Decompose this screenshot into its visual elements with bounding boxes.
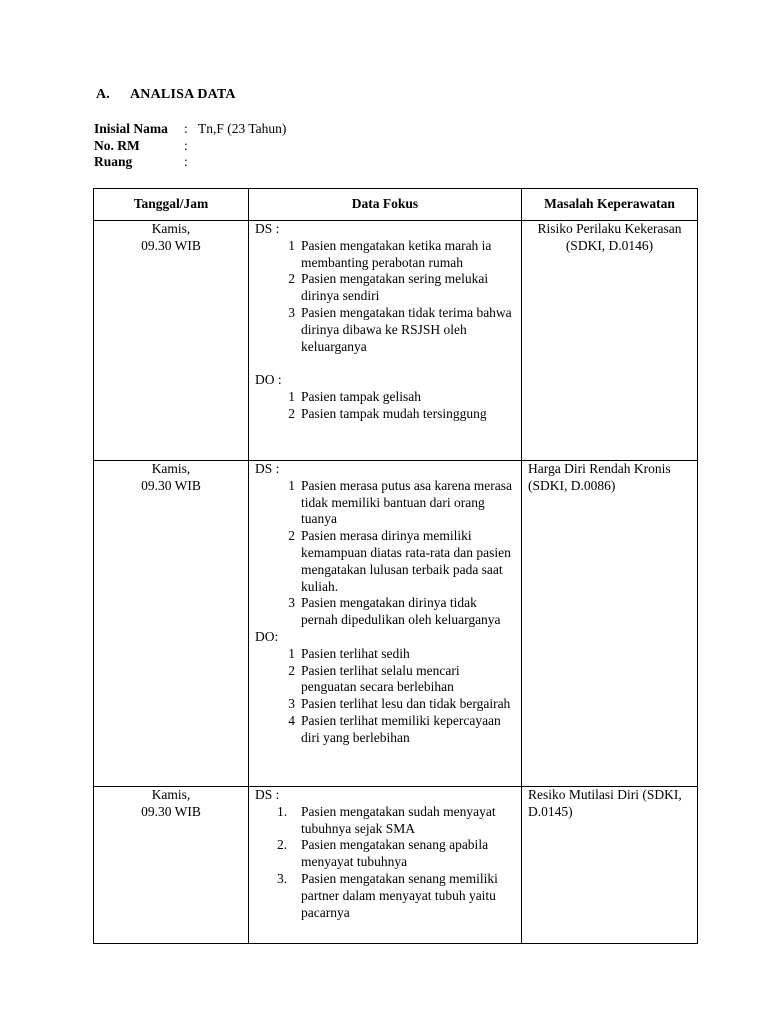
- rm-separator: :: [184, 137, 188, 153]
- item-number: 1: [288, 645, 295, 661]
- table-header-row: [94, 189, 698, 221]
- item-number: 3: [288, 696, 295, 712]
- item-number: 1: [288, 389, 295, 405]
- list-item: [255, 406, 515, 423]
- info-row-room: [94, 154, 286, 171]
- date-time: 09.30 WIB: [141, 803, 201, 819]
- list-item: [255, 305, 515, 355]
- problem-cell: Harga Diri Rendah Kronis (SDKI, D.0086): [522, 461, 698, 787]
- header-date: Tanggal/Jam: [94, 189, 249, 221]
- item-text: Pasien merasa dirinya memiliki kemampuan diatas rata-rata dan pasien mengatakan lulusan terbaik pada saat kuliah.: [301, 528, 511, 594]
- initial-value: Tn,F (23 Tahun): [198, 121, 287, 136]
- focus-cell: [249, 461, 522, 787]
- initial-label: Inisial Nama: [94, 121, 168, 136]
- analysis-table: [93, 188, 698, 944]
- focus-cell: [249, 221, 522, 461]
- item-number: 3: [288, 595, 295, 611]
- list-item: [255, 238, 515, 272]
- ds-label: DS :: [255, 221, 280, 236]
- problem-cell: Risiko Perilaku Kekerasan (SDKI, D.0146): [522, 221, 698, 461]
- date-day: Kamis,: [151, 461, 191, 476]
- list-item: [255, 389, 515, 406]
- item-number: 1.: [277, 803, 288, 819]
- header-focus: Data Fokus: [249, 189, 522, 221]
- focus-cell: [249, 787, 522, 944]
- item-number: 3.: [277, 870, 288, 886]
- item-text: Pasien mengatakan sudah menyayat tubuhnya sejak SMA: [301, 803, 496, 836]
- rm-label: No. RM: [94, 137, 140, 153]
- item-text: Pasien mengatakan senang apabila menyayat tubuhnya: [301, 837, 489, 870]
- info-row-initial: [94, 121, 286, 138]
- list-item: [255, 663, 515, 697]
- ds-label: DS :: [255, 787, 280, 802]
- item-text: Pasien merasa putus asa karena merasa tidak memiliki bantuan dari orang tuanya: [301, 477, 513, 527]
- do-list: [255, 389, 515, 423]
- item-number: 1: [288, 237, 295, 253]
- item-text: Pasien mengatakan sering melukai dirinya sendiri: [301, 271, 489, 304]
- item-text: Pasien mengatakan tidak terima bahwa dirinya dibawa ke RSJSH oleh keluarganya: [301, 304, 512, 354]
- item-number: 3: [288, 304, 295, 320]
- list-item: [255, 837, 515, 871]
- date-cell: [94, 461, 249, 787]
- date-time: 09.30 WIB: [141, 477, 201, 493]
- room-label: Ruang: [94, 154, 133, 169]
- item-text: Pasien terlihat selalu mencari penguatan secara berlebihan: [301, 662, 460, 695]
- do-label: DO :: [255, 372, 282, 388]
- item-number: 1: [288, 477, 295, 493]
- room-separator: :: [184, 154, 188, 169]
- do-list: [255, 646, 515, 747]
- list-item: [255, 271, 515, 305]
- list-item: [255, 528, 515, 595]
- date-cell: [94, 221, 249, 461]
- initial-separator: :: [184, 121, 188, 136]
- ds-list: [255, 478, 515, 629]
- list-item: [255, 478, 515, 528]
- info-row-rm: [94, 138, 286, 155]
- item-number: 4: [288, 712, 295, 728]
- item-text: Pasien tampak mudah tersinggung: [301, 405, 487, 421]
- item-text: Pasien terlihat lesu dan tidak bergairah: [301, 696, 511, 712]
- item-text: Pasien tampak gelisah: [301, 389, 421, 405]
- item-number: 2: [288, 271, 295, 287]
- table-row: [94, 787, 698, 944]
- section-number: A.: [96, 87, 111, 102]
- section-title: ANALISA DATA: [130, 87, 236, 102]
- ds-list: [255, 804, 515, 922]
- item-text: Pasien mengatakan dirinya tidak pernah dipedulikan oleh keluarganya: [301, 595, 501, 628]
- list-item: [255, 713, 515, 747]
- date-time: 09.30 WIB: [141, 237, 201, 253]
- item-number: 2.: [277, 837, 288, 853]
- ds-label: DS :: [255, 461, 280, 476]
- list-item: [255, 595, 515, 629]
- item-text: Pasien mengatakan senang memiliki partner dalam menyayat tubuh yaitu pacarnya: [301, 870, 498, 920]
- date-day: Kamis,: [151, 787, 191, 802]
- list-item: [255, 646, 515, 663]
- patient-info: [94, 121, 286, 171]
- list-item: [255, 696, 515, 713]
- do-label: DO:: [255, 628, 279, 644]
- header-problem: Masalah Keperawatan: [522, 189, 698, 221]
- item-number: 2: [288, 528, 295, 544]
- item-text: Pasien terlihat memiliki kepercayaan diri yang berlebihan: [301, 712, 501, 745]
- table-row: [94, 221, 698, 461]
- date-day: Kamis,: [151, 221, 191, 236]
- item-text: Pasien mengatakan ketika marah ia membanting perabotan rumah: [301, 237, 492, 270]
- item-text: Pasien terlihat sedih: [301, 645, 410, 661]
- problem-cell: Resiko Mutilasi Diri (SDKI, D.0145): [522, 787, 698, 944]
- list-item: [255, 871, 515, 921]
- item-number: 2: [288, 662, 295, 678]
- list-item: [255, 804, 515, 838]
- table-row: [94, 461, 698, 787]
- date-cell: [94, 787, 249, 944]
- item-number: 2: [288, 405, 295, 421]
- section-heading: [96, 87, 236, 103]
- ds-list: [255, 238, 515, 356]
